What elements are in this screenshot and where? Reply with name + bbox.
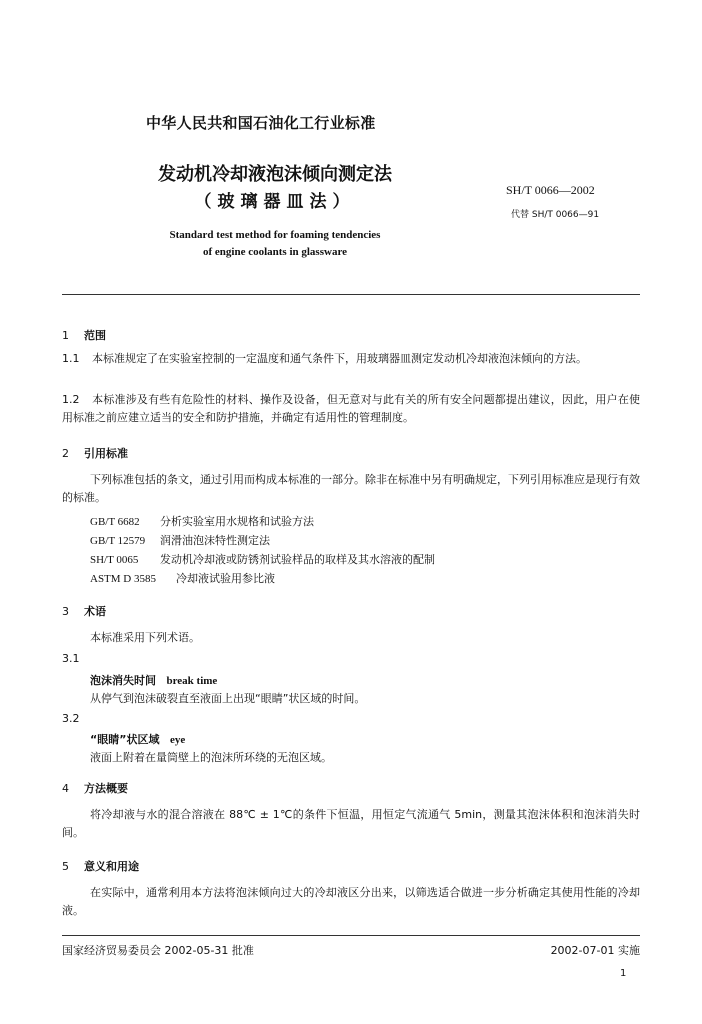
clause-1-2 xyxy=(62,391,640,427)
clause-number: 1.1 xyxy=(62,352,80,365)
section-4-text: 将冷却液与水的混合溶液在 88℃ ± 1℃的条件下恒温，用恒定气流通气 5min，测量其泡沫体积和泡沫消失时间。 xyxy=(62,808,640,839)
reference-code: ASTM D 3585 xyxy=(90,573,157,585)
reference-code: GB/T 12579 xyxy=(90,535,146,547)
term-3-1-definition: 从停气到泡沫破裂直至液面上出现“眼睛”状区域的时间。 xyxy=(90,692,366,705)
footer-divider xyxy=(62,935,640,936)
reference-item xyxy=(90,570,275,586)
section-title: 术语 xyxy=(84,605,106,618)
section-4-heading xyxy=(62,780,128,796)
reference-code: GB/T 6682 xyxy=(90,516,140,528)
reference-name: 冷却液试验用参比液 xyxy=(176,572,275,585)
english-title-line-1: Standard test method for foaming tendencies xyxy=(169,229,381,241)
clause-1-1 xyxy=(62,350,640,368)
term-3-2 xyxy=(90,731,185,747)
document-subtitle: （玻璃器皿法） xyxy=(194,192,356,212)
replaces-note: 代替 SH/T 0066—91 xyxy=(511,210,600,220)
effective-date: 2002-07-01 实施 xyxy=(550,944,640,957)
section-title: 范围 xyxy=(84,329,106,342)
issuer-heading: 中华人民共和国石油化工行业标准 xyxy=(146,114,376,132)
section-2-heading xyxy=(62,445,128,461)
section-5-heading xyxy=(62,858,139,874)
reference-item xyxy=(90,532,270,548)
standard-number: SH/T 0066—2002 xyxy=(506,183,595,197)
approval-note: 国家经济贸易委员会 2002-05-31 批准 xyxy=(62,944,254,957)
term-en: break time xyxy=(166,675,218,687)
reference-item xyxy=(90,551,435,567)
term-zh: “眼睛”状区域 xyxy=(90,733,160,746)
reference-item xyxy=(90,513,314,529)
section-3-heading xyxy=(62,603,106,619)
section-number: 2 xyxy=(62,447,69,460)
clause-3-2-number: 3.2 xyxy=(62,712,80,725)
section-number: 1 xyxy=(62,329,69,342)
term-3-2-definition: 液面上附着在量筒壁上的泡沫所环绕的无泡区域。 xyxy=(90,751,332,764)
section-title: 意义和用途 xyxy=(84,860,139,873)
section-1-heading xyxy=(62,327,106,343)
reference-name: 发动机冷却液或防锈剂试验样品的取样及其水溶液的配制 xyxy=(160,553,435,566)
section-number: 3 xyxy=(62,605,69,618)
section-5-text: 在实际中，通常利用本方法将泡沫倾向过大的冷却液区分出来，以筛选适合做进一步分析确定其使用性能的冷却液。 xyxy=(62,886,640,917)
section-title: 方法概要 xyxy=(84,782,128,795)
clause-text: 本标准规定了在实验室控制的一定温度和通气条件下，用玻璃器皿测定发动机冷却液泡沫倾向的方法。 xyxy=(92,352,587,365)
section-number: 5 xyxy=(62,860,69,873)
reference-name: 润滑油泡沫特性测定法 xyxy=(160,534,270,547)
term-zh: 泡沫消失时间 xyxy=(90,674,156,687)
term-en: eye xyxy=(169,734,186,746)
clause-text: 本标准涉及有些有危险性的材料、操作及设备，但无意对与此有关的所有安全问题都提出建议，因此，用户在使用标准之前应建立适当的安全和防护措施，并确定有适用性的管理制度。 xyxy=(62,393,640,424)
term-3-1 xyxy=(90,672,217,688)
english-title-line-2: of engine coolants in glassware xyxy=(202,246,348,258)
clause-number: 1.2 xyxy=(62,393,80,406)
section-2-intro: 下列标准包括的条文，通过引用而构成本标准的一部分。除非在标准中另有明确规定，下列引用标准应是现行有效的标准。 xyxy=(62,473,640,504)
page-number: 1 xyxy=(620,968,627,979)
section-title: 引用标准 xyxy=(84,447,128,460)
section-number: 4 xyxy=(62,782,69,795)
english-title xyxy=(130,227,420,261)
reference-code: SH/T 0065 xyxy=(90,554,139,566)
reference-name: 分析实验室用水规格和试验方法 xyxy=(160,515,314,528)
document-title: 发动机冷却液泡沫倾向测定法 xyxy=(158,164,392,185)
clause-3-1-number: 3.1 xyxy=(62,652,80,665)
section-3-intro: 本标准采用下列术语。 xyxy=(90,631,200,644)
header-divider xyxy=(62,294,640,295)
